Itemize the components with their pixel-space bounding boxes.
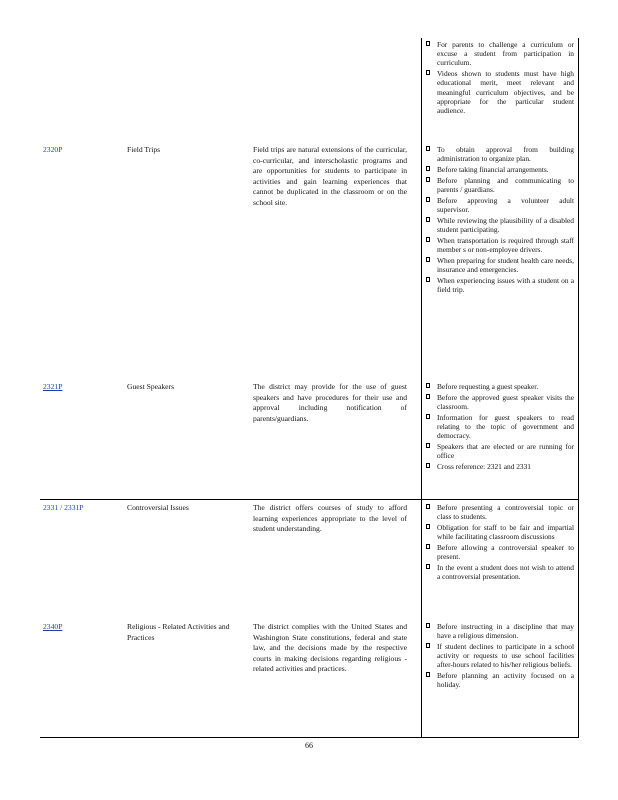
bullet-item: Speakers that are elected or are running for office — [426, 442, 574, 460]
checkbox-bullet-icon — [426, 643, 430, 648]
bullet-item: Before approving a volunteer adult supervisor. — [426, 196, 574, 214]
column-divider — [421, 38, 422, 738]
checkbox-bullet-icon — [426, 544, 430, 549]
bullet-item: While reviewing the plausibility of a disabled student participating. — [426, 216, 574, 234]
checkbox-bullet-icon — [426, 257, 430, 262]
bullet-item: When experiencing issues with a student on a field trip. — [426, 276, 574, 294]
table-bottom-border — [40, 737, 579, 738]
bullet-item: When preparing for student health care needs, insurance and emergencies. — [426, 256, 574, 274]
checkbox-bullet-icon — [426, 177, 430, 182]
policy-title: Religious - Related Activities and Practices — [127, 622, 230, 642]
bullet-item: For parents to challenge a curriculum or excuse a student from participation in curriculum. — [426, 40, 574, 68]
policy-description: Field trips are natural extensions of the curricular, co-curricular, and interscholastic programs and are opportunities for students to participate in activities and gain learning experiences that cannot be duplicated in the classroom or on the school site. — [253, 145, 407, 207]
checkbox-bullet-icon — [426, 70, 430, 75]
checkbox-bullet-icon — [426, 443, 430, 448]
row-divider — [40, 499, 579, 500]
bullet-item: Before planning and communicating to parents / guardians. — [426, 176, 574, 194]
bullet-item: Before presenting a controversial topic or class to students. — [426, 503, 574, 521]
checkbox-bullet-icon — [426, 394, 430, 399]
checkbox-bullet-icon — [426, 166, 430, 171]
checkbox-bullet-icon — [426, 414, 430, 419]
bullet-item: Before taking financial arrangements. — [426, 165, 574, 174]
policy-code: 2331 / 2331P — [43, 503, 84, 512]
checkbox-bullet-icon — [426, 197, 430, 202]
bullet-item: Videos shown to students must have high educational merit, meet relevant and meaningful curriculum objectives, and be appropriate for the particular student audience. — [426, 69, 574, 115]
checkbox-bullet-icon — [426, 41, 430, 46]
bullet-item: Before the approved guest speaker visits the classroom. — [426, 393, 574, 411]
checkbox-bullet-icon — [426, 463, 430, 468]
policy-bullet-list — [426, 503, 574, 583]
policy-bullet-list — [426, 145, 574, 296]
bullet-item: Cross reference: 2321 and 2331 — [426, 462, 574, 471]
checkbox-bullet-icon — [426, 277, 430, 282]
policy-description: The district may provide for the use of guest speakers and have procedures for their use and approval including notification of parents/guardians. — [253, 382, 407, 423]
bullet-item: In the event a student does not wish to attend a controversial presentation. — [426, 563, 574, 581]
policy-title: Field Trips — [127, 145, 161, 154]
bullet-item: To obtain approval from building administration to organize plan. — [426, 145, 574, 163]
policy-bullet-list — [426, 382, 574, 473]
bullet-item: Obligation for staff to be fair and impartial while facilitating classroom discussions — [426, 523, 574, 541]
policy-title: Controversial Issues — [127, 503, 189, 512]
bullet-item: Information for guest speakers to read relating to the topic of government and democracy. — [426, 413, 574, 441]
bullet-item: Before requesting a guest speaker. — [426, 382, 574, 391]
checkbox-bullet-icon — [426, 237, 430, 242]
policy-title: Guest Speakers — [127, 382, 175, 391]
checkbox-bullet-icon — [426, 146, 430, 151]
checkbox-bullet-icon — [426, 504, 430, 509]
checkbox-bullet-icon — [426, 383, 430, 388]
policy-code: 2320P — [43, 145, 63, 154]
checkbox-bullet-icon — [426, 524, 430, 529]
checkbox-bullet-icon — [426, 623, 430, 628]
checkbox-bullet-icon — [426, 672, 430, 677]
bullet-item: Before planning an activity focused on a holiday. — [426, 671, 574, 689]
bullet-item: Before instructing in a discipline that may have a religious dimension. — [426, 622, 574, 640]
policy-bullet-list — [426, 622, 574, 691]
bullet-item: Before allowing a controversial speaker to present. — [426, 543, 574, 561]
bullet-item: When transportation is required through staff member s or non-employee drivers. — [426, 236, 574, 254]
policy-description: The district complies with the United States and Washington State constitutions, federal and state law, and the decisions made by the respective courts in making decisions regarding religious - related activities and practices. — [253, 622, 407, 673]
bullet-item: If student declines to participate in a school activity or requests to use school facilities after-hours related to his/her religious beliefs. — [426, 642, 574, 670]
right-border — [578, 38, 579, 738]
continued-bullet-list — [426, 40, 574, 117]
checkbox-bullet-icon — [426, 217, 430, 222]
policy-description: The district offers courses of study to afford learning experiences appropriate to the level of student understanding. — [253, 503, 407, 533]
checkbox-bullet-icon — [426, 564, 430, 569]
page-number: 66 — [305, 741, 313, 750]
policy-code-link[interactable]: 2321P — [43, 382, 63, 391]
policy-code-link[interactable]: 2340P — [43, 622, 63, 631]
